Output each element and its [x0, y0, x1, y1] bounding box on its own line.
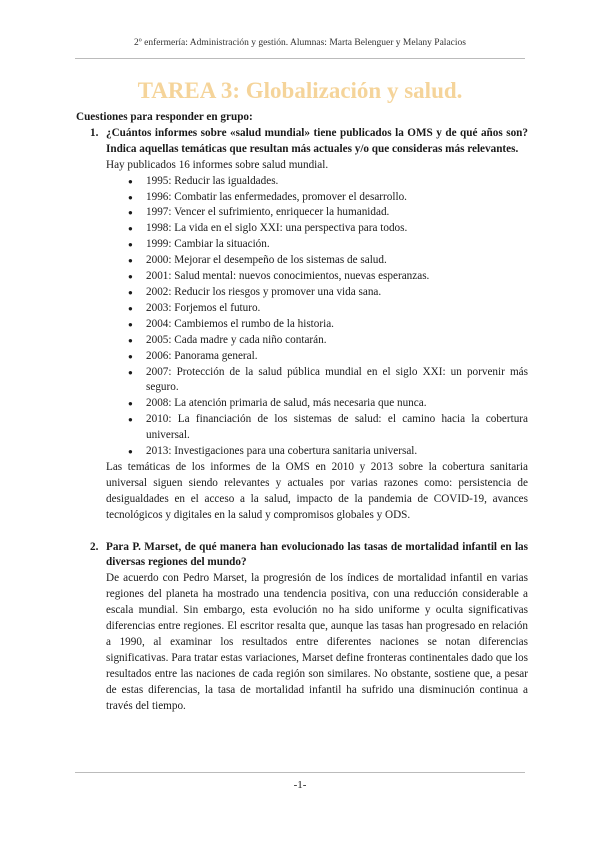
list-item: ● 2004: Cambiemos el rumbo de la historia.: [106, 317, 528, 333]
question-text: Para P. Marset, de qué manera han evolucionado las tasas de mortalidad infantil en las diversas regiones del mundo?: [106, 540, 528, 569]
list-item: ● 2000: Mejorar el desempeño de los sistemas de salud.: [106, 253, 528, 269]
question-number: 1.: [90, 126, 99, 139]
document-title: TAREA 3: Globalización y salud.: [137, 78, 463, 103]
list-item: ● 2008: La atención primaria de salud, más necesaria que nunca.: [106, 396, 528, 412]
list-item: ● 2001: Salud mental: nuevos conocimientos, nuevas esperanzas.: [106, 269, 528, 285]
bullet-icon: ●: [128, 335, 133, 345]
question-body: [106, 126, 528, 524]
bullet-icon: ●: [128, 176, 133, 186]
document-body: [76, 110, 528, 715]
list-item: ● 1997: Vencer el sufrimiento, enriquecer la humanidad.: [106, 205, 528, 221]
answer-paragraph: Las temáticas de los informes de la OMS en 2010 y 2013 sobre la cobertura sanitaria universal siguen siendo relevantes y actuales por varias razones como: persistencia de desigualdades en el acceso a la salud, impacto de la pandemia de COVID-19, avances tecnológicos y digitales en la salud y compromisos globales y ODS.: [106, 460, 528, 521]
bullet-icon: ●: [128, 192, 133, 202]
footer-divider: [75, 772, 525, 773]
question-text: ¿Cuántos informes sobre «salud mundial» tiene publicados la OMS y de qué años son? Indica aquellas temáticas que resultan más actuales y/o que consideras más relevantes.: [106, 126, 528, 155]
question-number: 2.: [90, 540, 99, 553]
bullet-icon: ●: [128, 224, 133, 234]
question-2: [76, 540, 528, 715]
section-heading: Cuestiones para responder en grupo:: [76, 111, 253, 123]
list-item: ● 2010: La financiación de los sistemas de salud: el camino hacia la cobertura universal.: [106, 412, 528, 444]
bullet-icon: ●: [128, 319, 133, 329]
list-item: ● 2005: Cada madre y cada niño contarán.: [106, 333, 528, 349]
page-number: -1-: [293, 779, 307, 791]
question-body: [106, 540, 528, 715]
page-header: 2º enfermería: Administración y gestión. Alumnas: Marta Belenguer y Melany Palacios: [134, 38, 466, 48]
answer-paragraph: De acuerdo con Pedro Marset, la progresión de los índices de mortalidad infantil en varias regiones del planeta ha mostrado una tendencia positiva, con una reducción considerable a escala mundial. Sin embargo, esta evolución no ha sido uniforme y oculta significativas diferencias entre regiones. El escritor resalta que, aunque las tasas han progresado en relación a 1990, al examinar los resultados entre diferentes naciones se notan diferencias significativas. Para tratar estas variaciones, Marset define fronteras continentales dado que los resultados entre las naciones de cada región son similares. No obstante, sostiene que, a pesar de estas diferencias, la tasa de mortalidad infantil ha sufrido una disminución continua a través del tiempo.: [106, 572, 528, 712]
report-list: [106, 174, 528, 460]
bullet-icon: ●: [128, 415, 133, 425]
list-item: ● 1998: La vida en el siglo XXI: una perspectiva para todos.: [106, 221, 528, 237]
bullet-icon: ●: [128, 287, 133, 297]
bullet-icon: ●: [128, 208, 133, 218]
list-item: ● 2003: Forjemos el futuro.: [106, 301, 528, 317]
list-item: ● 1995: Reducir las igualdades.: [106, 174, 528, 190]
answer-intro: Hay publicados 16 informes sobre salud mundial.: [106, 158, 329, 171]
bullet-icon: ●: [128, 367, 133, 377]
spacer: [76, 524, 528, 540]
bullet-icon: ●: [128, 272, 133, 282]
bullet-icon: ●: [128, 399, 133, 409]
list-item: ● 1996: Combatir las enfermedades, promover el desarrollo.: [106, 190, 528, 206]
bullet-icon: ●: [128, 351, 133, 361]
list-item: ● 2006: Panorama general.: [106, 349, 528, 365]
bullet-icon: ●: [128, 447, 133, 457]
list-item: ● 2002: Reducir los riesgos y promover una vida sana.: [106, 285, 528, 301]
header-divider: [75, 58, 525, 59]
question-1: [76, 126, 528, 524]
list-item: ● 1999: Cambiar la situación.: [106, 237, 528, 253]
bullet-icon: ●: [128, 303, 133, 313]
list-item: ● 2007: Protección de la salud pública mundial en el siglo XXI: un porvenir más seguro.: [106, 365, 528, 397]
bullet-icon: ●: [128, 256, 133, 266]
bullet-icon: ●: [128, 240, 133, 250]
list-item: ● 2013: Investigaciones para una cobertura sanitaria universal.: [106, 444, 528, 460]
